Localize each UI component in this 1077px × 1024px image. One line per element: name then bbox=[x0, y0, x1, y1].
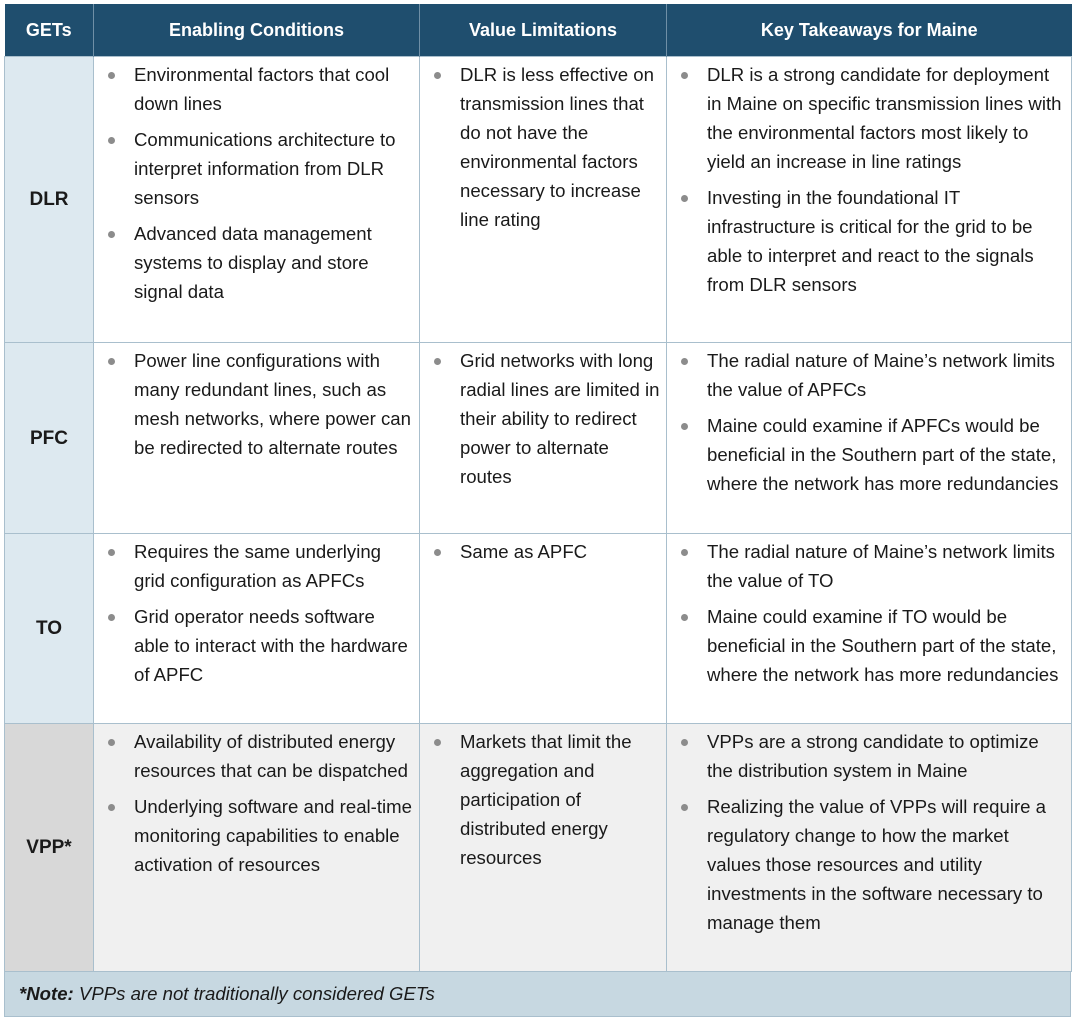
get-label-dlr: DLR bbox=[5, 57, 94, 343]
takeaways-cell bbox=[667, 724, 1072, 972]
list-item: DLR is less effective on transmission lines that do not have the environmental factors necessary to increase line rating bbox=[460, 60, 660, 234]
get-label-to: TO bbox=[5, 534, 94, 724]
list-item: Maine could examine if TO would be beneficial in the Southern part of the state, where the network has more redundancies bbox=[707, 602, 1065, 689]
list-item: Availability of distributed energy resources that can be dispatched bbox=[134, 727, 413, 785]
enabling-cell bbox=[94, 343, 420, 534]
enabling-cell bbox=[94, 534, 420, 724]
list-item: The radial nature of Maine’s network limits the value of APFCs bbox=[707, 346, 1065, 404]
list-item: DLR is a strong candidate for deployment in Maine on specific transmission lines with the environmental factors most likely to yield an increase in line ratings bbox=[707, 60, 1065, 176]
limitations-cell bbox=[420, 343, 667, 534]
table-row bbox=[5, 57, 1072, 343]
get-label-vpp: VPP* bbox=[5, 724, 94, 972]
gets-table bbox=[4, 4, 1072, 972]
limitations-cell bbox=[420, 724, 667, 972]
header-gets: GETs bbox=[5, 4, 94, 57]
table-note bbox=[4, 972, 1071, 1017]
header-enabling-conditions: Enabling Conditions bbox=[94, 4, 420, 57]
list-item: VPPs are a strong candidate to optimize the distribution system in Maine bbox=[707, 727, 1065, 785]
limitations-cell bbox=[420, 534, 667, 724]
gets-table-container bbox=[4, 4, 1071, 1017]
list-item: Maine could examine if APFCs would be beneficial in the Southern part of the state, where the network has more redundancies bbox=[707, 411, 1065, 498]
list-item: Grid operator needs software able to interact with the hardware of APFC bbox=[134, 602, 413, 689]
header-row bbox=[5, 4, 1072, 57]
list-item: Markets that limit the aggregation and participation of distributed energy resources bbox=[460, 727, 660, 872]
takeaways-cell bbox=[667, 343, 1072, 534]
limitations-cell bbox=[420, 57, 667, 343]
list-item: Investing in the foundational IT infrastructure is critical for the grid to be able to interpret and react to the signals from DLR sensors bbox=[707, 183, 1065, 299]
list-item: Realizing the value of VPPs will require a regulatory change to how the market values those resources and utility investments in the software necessary to manage them bbox=[707, 792, 1065, 937]
takeaways-cell bbox=[667, 57, 1072, 343]
list-item: Power line configurations with many redundant lines, such as mesh networks, where power can be redirected to alternate routes bbox=[134, 346, 413, 462]
table-row bbox=[5, 343, 1072, 534]
enabling-cell bbox=[94, 724, 420, 972]
list-item: Communications architecture to interpret information from DLR sensors bbox=[134, 125, 413, 212]
header-key-takeaways: Key Takeaways for Maine bbox=[667, 4, 1072, 57]
list-item: Requires the same underlying grid configuration as APFCs bbox=[134, 537, 413, 595]
get-label-pfc: PFC bbox=[5, 343, 94, 534]
header-value-limitations: Value Limitations bbox=[420, 4, 667, 57]
list-item: The radial nature of Maine’s network limits the value of TO bbox=[707, 537, 1065, 595]
takeaways-cell bbox=[667, 534, 1072, 724]
list-item: Advanced data management systems to display and store signal data bbox=[134, 219, 413, 306]
list-item: Underlying software and real-time monitoring capabilities to enable activation of resources bbox=[134, 792, 413, 879]
list-item: Same as APFC bbox=[460, 537, 660, 566]
enabling-cell bbox=[94, 57, 420, 343]
list-item: Grid networks with long radial lines are limited in their ability to redirect power to alternate routes bbox=[460, 346, 660, 491]
table-row bbox=[5, 534, 1072, 724]
table-row bbox=[5, 724, 1072, 972]
note-text: VPPs are not traditionally considered GETs bbox=[73, 983, 435, 1004]
note-label: *Note: bbox=[19, 983, 74, 1004]
list-item: Environmental factors that cool down lines bbox=[134, 60, 413, 118]
